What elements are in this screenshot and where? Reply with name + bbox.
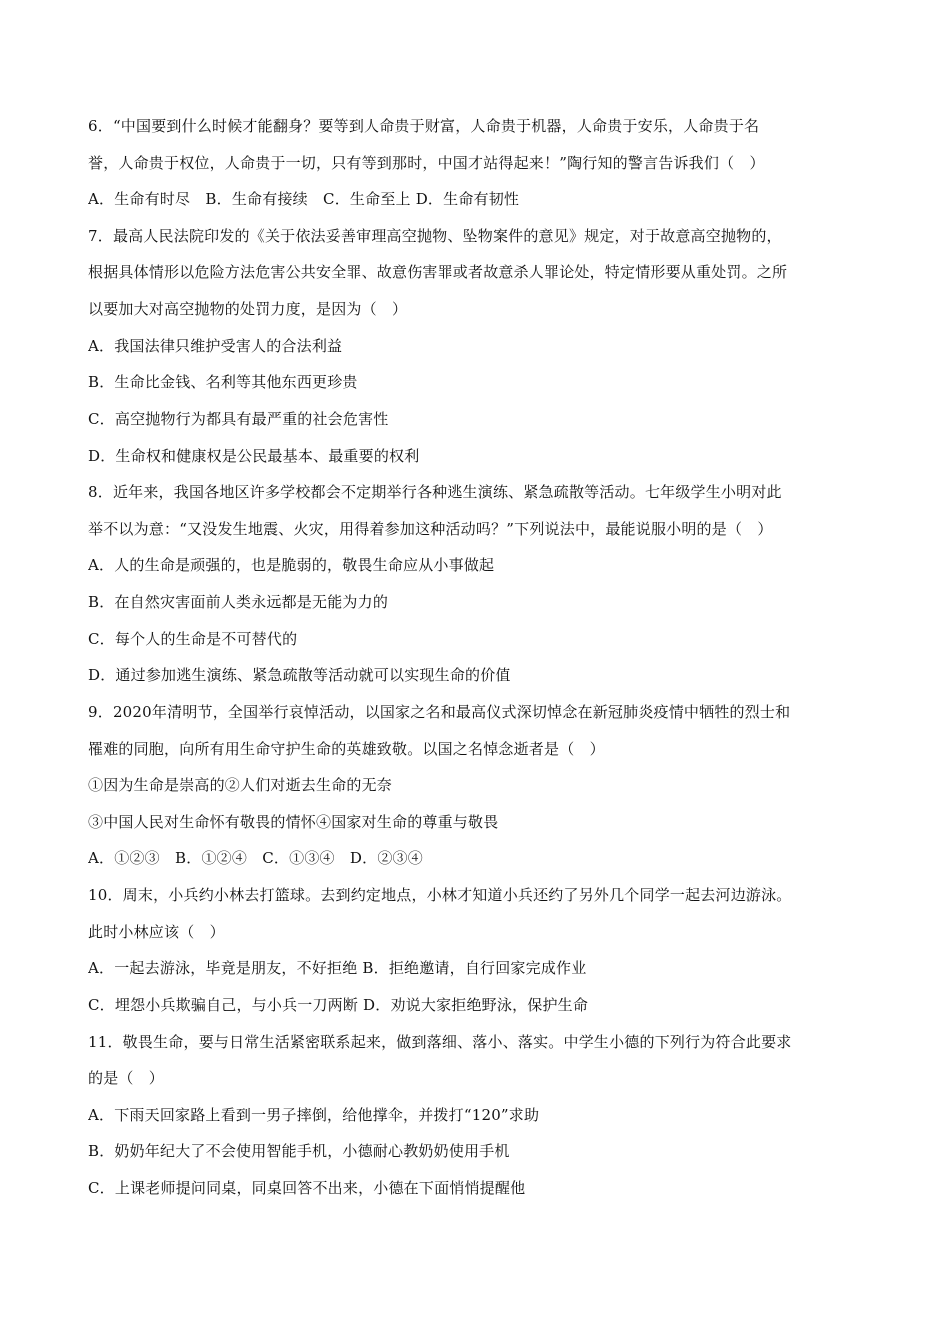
q11-stem-line-1: 11．敬畏生命，要与日常生活紧密联系起来，做到落细、落小、落实。中学生小德的下列行为符合此要求 (88, 1033, 792, 1051)
q8-stem-line-1: 8．近年来，我国各地区许多学校都会不定期举行各种逃生演练、紧急疏散等活动。七年级学生小明对此 (88, 483, 782, 501)
q7-stem-line-1: 7．最高人民法院印发的《关于依法妥善审理高空抛物、坠物案件的意见》规定，对于故意高空抛物的， (88, 227, 782, 245)
q8-stem-line-2: 举不以为意：“又没发生地震、火灾，用得着参加这种活动吗？”下列说法中，最能说服小明的是（ ） (88, 520, 773, 538)
q7-stem-line-2: 根据具体情形以危险方法危害公共安全罪、故意伤害罪或者故意杀人罪论处，特定情形要从重处罚。之所 (88, 263, 788, 281)
q6-stem-line-1: 6．“中国要到什么时候才能翻身？要等到人命贵于财富，人命贵于机器，人命贵于安乐，人命贵于名 (88, 117, 760, 135)
q7-stem-line-3: 以要加大对高空抛物的处罚力度，是因为（ ） (88, 300, 408, 318)
q8-option-b: B．在自然灾害面前人类永远都是无能为力的 (88, 593, 389, 611)
q7-option-b: B．生命比金钱、名利等其他东西更珍贵 (88, 373, 358, 391)
q9-options: A．①②③ B．①②④ C．①③④ D．②③④ (88, 849, 423, 867)
q7-option-d: D．生命权和健康权是公民最基本、最重要的权利 (88, 447, 420, 465)
q10-options-cd: C．埋怨小兵欺骗自己，与小兵一刀两断 D．劝说大家拒绝野泳，保护生命 (88, 996, 589, 1014)
q9-statements-2: ③中国人民对生命怀有敬畏的情怀④国家对生命的尊重与敬畏 (88, 813, 499, 831)
q8-option-a: A．人的生命是顽强的，也是脆弱的，敬畏生命应从小事做起 (88, 556, 495, 574)
q7-option-c: C．高空抛物行为都具有最严重的社会危害性 (88, 410, 389, 428)
q9-stem-line-1: 9．2020年清明节，全国举行哀悼活动，以国家之名和最高仪式深切悼念在新冠肺炎疫情中牺牲的烈士和 (88, 703, 791, 721)
q11-stem-line-2: 的是（ ） (88, 1069, 165, 1087)
q7-option-a: A．我国法律只维护受害人的合法利益 (88, 337, 343, 355)
q6-options: A．生命有时尽 B．生命有接续 C．生命至上 D．生命有韧性 (88, 190, 520, 208)
q10-stem-line-2: 此时小林应该（ ） (88, 923, 225, 941)
q8-option-c: C．每个人的生命是不可替代的 (88, 630, 298, 648)
q8-option-d: D．通过参加逃生演练、紧急疏散等活动就可以实现生命的价值 (88, 666, 511, 684)
q10-options-ab: A．一起去游泳，毕竟是朋友，不好拒绝 B．拒绝邀请，自行回家完成作业 (88, 959, 587, 977)
q9-stem-line-2: 罹难的同胞，向所有用生命守护生命的英雄致敬。以国之名悼念逝者是（ ） (88, 740, 605, 758)
q10-stem-line-1: 10．周末，小兵约小林去打篮球。去到约定地点，小林才知道小兵还约了另外几个同学一起去河边游泳。 (88, 886, 792, 904)
q9-statements-1: ①因为生命是崇高的②人们对逝去生命的无奈 (88, 776, 393, 794)
q11-option-b: B．奶奶年纪大了不会使用智能手机，小德耐心教奶奶使用手机 (88, 1142, 510, 1160)
q6-stem-line-2: 誉，人命贵于权位，人命贵于一切，只有等到那时，中国才站得起来！”陶行知的警言告诉我们（ ） (88, 154, 765, 172)
q11-option-c: C．上课老师提问同桌，同桌回答不出来，小德在下面悄悄提醒他 (88, 1179, 526, 1197)
q11-option-a: A．下雨天回家路上看到一男子摔倒，给他撑伞，并拨打“120”求助 (88, 1106, 540, 1124)
